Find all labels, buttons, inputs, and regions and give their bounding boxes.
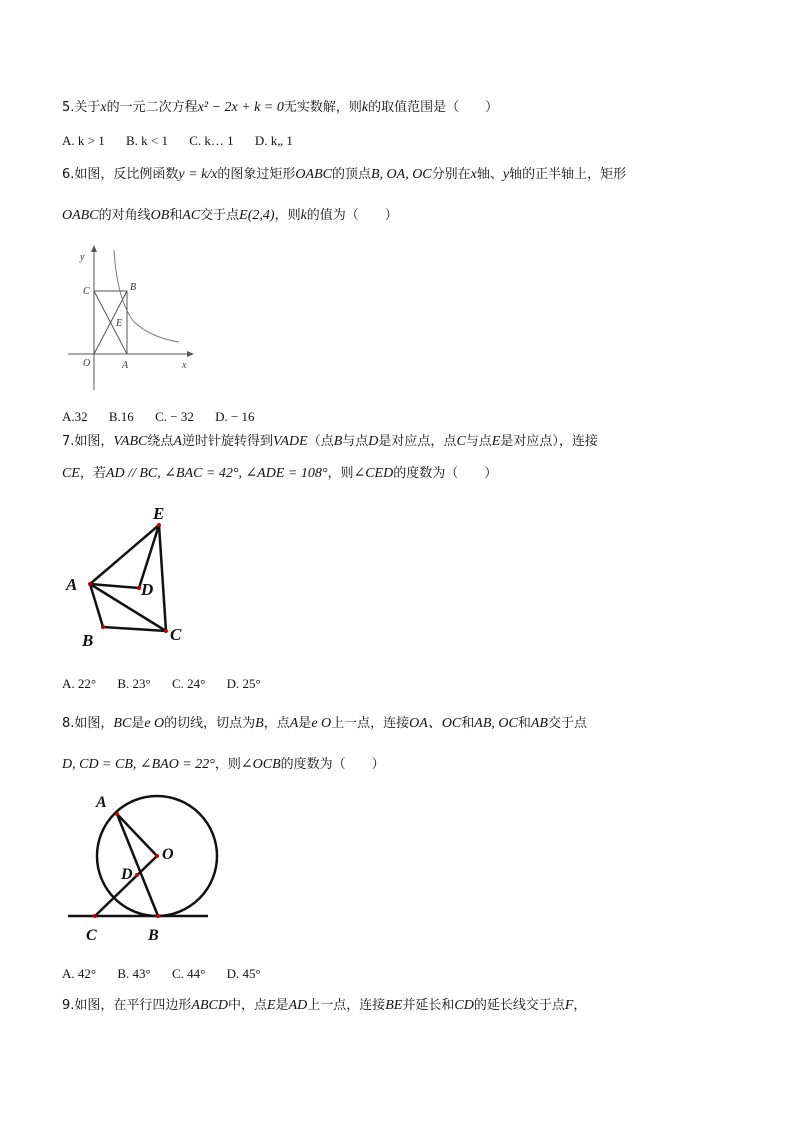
q6-label-c: C — [83, 286, 90, 297]
q6-ob: OB — [150, 208, 170, 223]
q9-point: F — [564, 998, 574, 1013]
q9-cd: CD — [454, 998, 474, 1013]
q7-point: A — [173, 434, 182, 449]
q7-text: ，若 — [79, 466, 106, 481]
q7-segment-ec — [159, 525, 166, 631]
q8-text: 交于点 — [547, 716, 587, 731]
q6-text: 的顶点 — [331, 167, 371, 182]
q7-option-c: C. 24° — [171, 676, 206, 691]
q6-text: 轴、 — [476, 167, 503, 182]
q6-points: B, OA, OC — [370, 167, 432, 182]
q6-rect: OABC — [295, 167, 332, 182]
q7-point: D — [368, 434, 379, 449]
q6-stem-line1 — [62, 167, 626, 183]
q8-text: 的切线，切点为 — [164, 716, 256, 731]
q7-text: 的度数为（ ） — [393, 466, 498, 481]
q7-option-a: A. 22° — [62, 676, 97, 691]
q5-text: 无实数解，则 — [283, 100, 362, 115]
q6-var-k: k — [300, 208, 307, 223]
q6-rect: OABC — [62, 208, 99, 223]
q9-text: 的延长线交于点 — [473, 998, 565, 1013]
q8-text: 是 — [298, 716, 312, 731]
q6-label-b: B — [130, 282, 137, 293]
q7-ce: CE — [62, 466, 80, 481]
q9-text: 9.如图，在平行四边形 — [62, 998, 192, 1013]
q8-option-d: D. 45° — [226, 966, 261, 981]
q7-angle: ∠CED — [353, 466, 394, 481]
q6-y-arrow-icon — [91, 245, 97, 252]
q7-text: 逆时针旋转得到 — [181, 434, 273, 449]
q6-option-b: B.16 — [108, 409, 134, 424]
q7-dot-a-icon — [88, 582, 92, 586]
q7-option-d: D. 25° — [226, 676, 261, 691]
q8-option-c: C. 44° — [171, 966, 206, 981]
q8-label-c: C — [86, 927, 97, 944]
q8-ab: AB — [530, 716, 548, 731]
q6-ac: AC — [182, 208, 201, 223]
q6-option-d: D. − 16 — [215, 409, 255, 424]
q8-segment-ab — [117, 814, 158, 916]
q6-x-arrow-icon — [187, 351, 194, 357]
q7-triangle-abc: VABC — [113, 434, 148, 449]
q8-segments: OA、OC — [409, 716, 462, 731]
q5-var-k: k — [361, 100, 369, 115]
q5-equation: x² − 2x + k = 0 — [197, 100, 284, 115]
q6-axis-y: y — [502, 167, 510, 182]
q8-dot-a-icon — [115, 812, 119, 816]
q6-option-c: C. − 32 — [155, 409, 194, 424]
q7-text: 是对应点，点 — [378, 434, 457, 449]
q8-text: 的度数为（ ） — [280, 757, 385, 772]
q5-option-d: D. k„ 1 — [254, 133, 293, 148]
q8-bc: BC — [113, 716, 132, 731]
q6-text: 的图象过矩形 — [217, 167, 296, 182]
q5-options — [62, 133, 311, 149]
q7-text: 与点 — [342, 434, 369, 449]
q8-point: A — [289, 716, 299, 731]
q8-condition: D, CD = CB, ∠BAO = 22° — [62, 757, 215, 772]
q6-figure — [62, 240, 202, 395]
q7-point: C — [456, 434, 466, 449]
q7-segment-bc — [103, 627, 166, 631]
q6-text: 轴的正半轴上，矩形 — [509, 167, 627, 182]
q8-point: B — [255, 716, 264, 731]
q9-text: ， — [573, 998, 587, 1013]
q8-angle: ∠OCB — [240, 757, 281, 772]
q8-segments: AB, OC — [474, 716, 518, 731]
q8-option-a: A. 42° — [62, 966, 97, 981]
q8-options — [62, 966, 279, 982]
q6-hyperbola — [114, 250, 179, 342]
q6-function: y = k/x — [178, 167, 218, 182]
q5-var-x: x — [100, 100, 107, 115]
q6-text: 和 — [169, 208, 183, 223]
q9-text: 是 — [275, 998, 289, 1013]
q8-text: 和 — [461, 716, 475, 731]
q7-label-c: C — [170, 625, 182, 644]
q7-text: 与点 — [465, 434, 492, 449]
q8-stem-line1 — [62, 716, 587, 732]
q5-option-b: B. k < 1 — [125, 133, 168, 148]
q8-dot-b-icon — [156, 914, 160, 918]
q7-dot-b-icon — [101, 625, 105, 629]
q7-text: ，则 — [327, 466, 354, 481]
q7-triangle-ade: VADE — [272, 434, 308, 449]
q7-text: （点 — [307, 434, 334, 449]
q6-text: 的对角线 — [98, 208, 151, 223]
q8-label-o: O — [162, 846, 174, 863]
q8-label-b: B — [148, 927, 159, 944]
q8-label-d: D — [121, 866, 133, 883]
q7-dot-c-icon — [164, 629, 168, 633]
q8-dot-d-icon — [135, 873, 139, 877]
q7-text: 7.如图， — [62, 434, 114, 449]
q7-label-a: A — [66, 575, 78, 594]
q6-label-y: y — [80, 252, 85, 263]
q7-text: 绕点 — [147, 434, 174, 449]
q7-label-d: D — [141, 580, 154, 599]
q8-segment-ao — [117, 814, 157, 856]
q8-label-a: A — [96, 794, 107, 811]
q6-text: 分别在 — [431, 167, 471, 182]
q7-figure — [62, 500, 202, 650]
q8-text: ，则 — [214, 757, 241, 772]
q6-text: 的值为（ ） — [306, 208, 398, 223]
q9-text: 中，点 — [227, 998, 267, 1013]
q5-text: 的取值范围是（ ） — [368, 100, 499, 115]
q8-text: 8.如图， — [62, 716, 114, 731]
q8-stem-line2 — [62, 757, 385, 773]
q8-circle: e O — [311, 716, 332, 731]
q6-text: 6.如图，反比例函数 — [62, 167, 179, 182]
q9-text: 并延长和 — [402, 998, 455, 1013]
q7-label-b: B — [82, 631, 94, 650]
q8-text: 和 — [517, 716, 531, 731]
q7-stem-line2 — [62, 466, 497, 482]
q5-option-a: A. k > 1 — [62, 133, 105, 148]
q6-label-a: A — [122, 360, 129, 371]
q6-text: ，则 — [274, 208, 301, 223]
q7-options — [62, 676, 279, 692]
q7-dot-e-icon — [157, 523, 161, 527]
q6-point-e: E(2,4) — [239, 208, 275, 223]
q6-options — [62, 409, 273, 425]
q6-option-a: A.32 — [62, 409, 88, 424]
q8-text: 上一点，连接 — [331, 716, 410, 731]
q5-option-c: C. k… 1 — [189, 133, 234, 148]
q6-label-o: O — [83, 358, 91, 369]
q8-figure — [62, 790, 222, 950]
q7-condition: AD // BC, ∠BAC = 42°, ∠ADE = 108° — [105, 466, 328, 481]
q7-stem-line1 — [62, 434, 598, 450]
q9-ad: AD — [288, 998, 308, 1013]
q9-point: E — [266, 998, 276, 1013]
q6-label-e: E — [116, 318, 123, 329]
q7-option-b: B. 23° — [117, 676, 151, 691]
q8-dot-o-icon — [155, 854, 159, 858]
q8-option-b: B. 43° — [117, 966, 151, 981]
q5-text: 5.关于 — [62, 100, 101, 115]
q7-text: 是对应点），连接 — [500, 434, 598, 449]
q9-parallelogram: ABCD — [191, 998, 228, 1013]
q8-dot-c-icon — [93, 914, 97, 918]
q6-label-x: x — [182, 360, 187, 371]
q6-stem-line2 — [62, 208, 398, 224]
q7-point: B — [333, 434, 343, 449]
q8-text: 是 — [131, 716, 145, 731]
q8-circle: e O — [144, 716, 165, 731]
q5-text: 的一元二次方程 — [106, 100, 198, 115]
q9-text: 上一点，连接 — [307, 998, 386, 1013]
q6-axis-x: x — [470, 167, 477, 182]
q5-stem — [62, 100, 498, 116]
q9-stem-line1 — [62, 998, 586, 1014]
q8-text: ，点 — [263, 716, 290, 731]
q7-point: E — [491, 434, 501, 449]
q7-label-e: E — [153, 504, 165, 523]
q9-be: BE — [385, 998, 403, 1013]
q6-text: 交于点 — [200, 208, 240, 223]
